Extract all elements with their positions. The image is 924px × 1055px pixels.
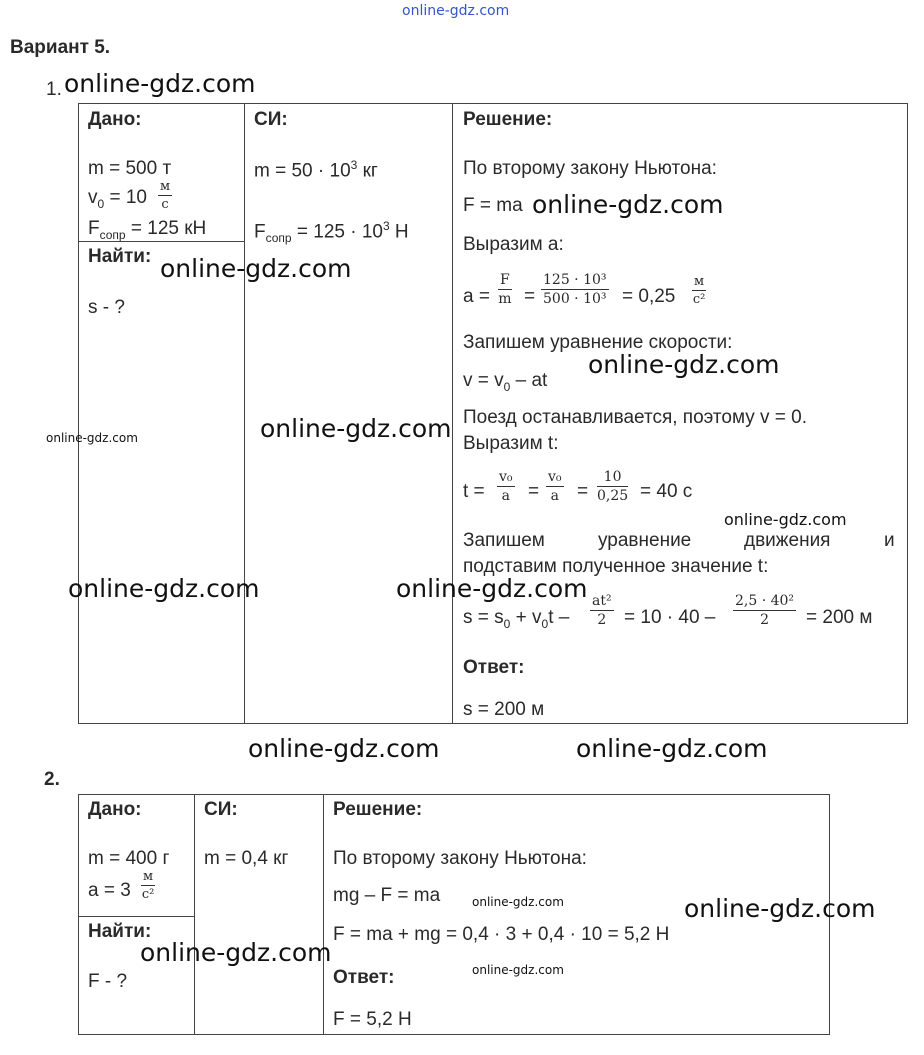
p2-si-header: СИ:: [204, 799, 238, 820]
p1-find-value: s - ?: [88, 297, 125, 318]
problem1-number: 1.: [46, 79, 62, 100]
p2-solution-header: Решение:: [333, 799, 423, 820]
p1-given-mass: m = 500 т: [88, 158, 172, 179]
p1-sol-line7: Выразим t:: [463, 433, 559, 454]
p1-answer-header: Ответ:: [463, 657, 525, 678]
p2-given-accel: a = 3: [88, 880, 131, 901]
p1-sol-line6: Поезд останавливается, поэтому v = 0.: [463, 407, 808, 428]
p1-sol-line1: По второму закону Ньютона:: [463, 158, 717, 179]
p2-sol-line2: mg – F = ma: [333, 885, 441, 906]
watermark-9: online-gdz.com: [396, 574, 588, 603]
watermark-5: online-gdz.com: [260, 414, 452, 443]
watermark-3: online-gdz.com: [160, 254, 352, 283]
p1-solution-header: Решение:: [463, 109, 553, 130]
p1-given-v0-unit: м с: [160, 179, 171, 212]
watermark-11: online-gdz.com: [576, 734, 768, 763]
p2-given-mass: m = 400 г: [88, 848, 170, 869]
watermark-13: online-gdz.com: [684, 894, 876, 923]
p1-si-force: $F_{сопр} = 125 \cdot 10^3$ Н: [254, 219, 409, 246]
problem2-number: 2.: [44, 769, 60, 790]
watermark-top: online-gdz.com: [402, 3, 510, 19]
p1-find-header: Найти:: [88, 246, 152, 267]
p2-answer: F = 5,2 Н: [333, 1009, 412, 1030]
p1-answer: s = 200 м: [463, 699, 545, 720]
watermark-2: online-gdz.com: [532, 190, 724, 219]
p2-find-value: F - ?: [88, 971, 128, 992]
p2-given-accel-unit: м с²: [141, 869, 155, 902]
p1-si-mass: $m = 50 \cdot 10^3$ кг: [254, 158, 378, 182]
p1-sol-line9: подставим полученное значение t:: [463, 556, 769, 577]
p2-sol-line3: F = ma + mg = 0,4 · 3 + 0,4 · 10 = 5,2 Н: [333, 924, 670, 945]
p1-sol-line2: F = ma: [463, 195, 523, 216]
watermark-4: online-gdz.com: [588, 350, 780, 379]
p2-sol-line1: По второму закону Ньютона:: [333, 848, 587, 869]
watermark-8: online-gdz.com: [68, 574, 260, 603]
p1-si-header: СИ:: [254, 109, 288, 130]
p2-si-mass: m = 0,4 кг: [204, 848, 289, 869]
watermark-10: online-gdz.com: [248, 734, 440, 763]
p1-sol-line4: Запишем уравнение скорости:: [463, 332, 733, 353]
p1-given-force: $F_{сопр} = 125$ кН: [88, 218, 207, 242]
p1-sol-line3: Выразим a:: [463, 234, 564, 255]
watermark-6: online-gdz.com: [46, 431, 138, 445]
p1-sol-line5: $v = v_0$ – at: [463, 370, 548, 394]
p2-find-header: Найти:: [88, 921, 152, 942]
watermark-12: online-gdz.com: [472, 895, 564, 909]
p2-given-header: Дано:: [88, 799, 142, 820]
p1-given-header: Дано:: [88, 109, 142, 130]
p1-given-v0: $v_0 = 10$: [88, 187, 147, 211]
watermark-1: online-gdz.com: [64, 69, 256, 98]
p2-answer-header: Ответ:: [333, 967, 395, 988]
watermark-7: online-gdz.com: [724, 510, 847, 529]
watermark-15: online-gdz.com: [472, 963, 564, 977]
watermark-14: online-gdz.com: [140, 938, 332, 967]
variant-title: Вариант 5.: [10, 37, 111, 58]
